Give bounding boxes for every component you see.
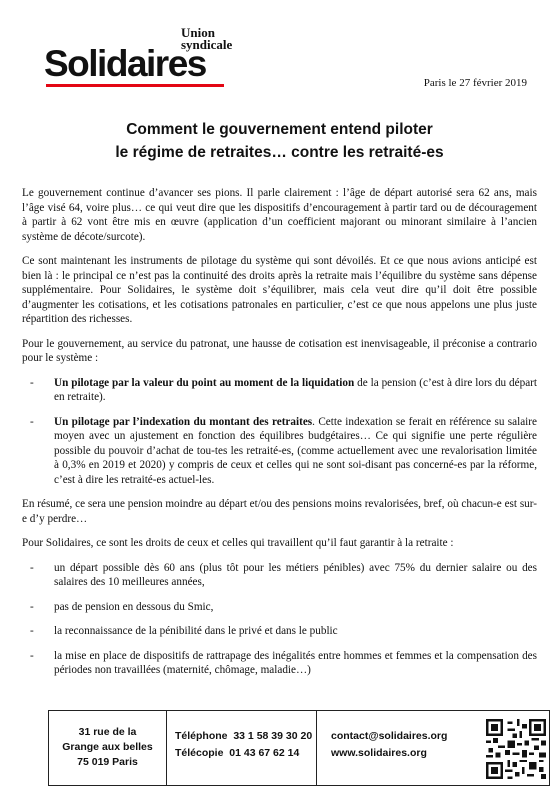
paragraph-3: Pour le gouvernement, au service du patronat, une hausse de cotisation est inenvisageable, il préconise a contrario pour le système : [22, 337, 537, 364]
logo-syndicale: syndicale [181, 37, 233, 52]
document-body [22, 186, 537, 688]
list-item-text: de la pension (c’est à dire lors du départ en retraite). [54, 376, 537, 403]
list-item [22, 649, 537, 678]
document-title [0, 118, 559, 164]
pilotage-list [22, 376, 537, 488]
list-item-text: la mise en place de dispositifs de rattrapage des inégalités entre hommes et femmes et la compensation des périodes non travaillées (maternité, chômage, maladie…) [54, 649, 537, 676]
footer-phone-fax [167, 711, 317, 785]
document-date: Paris le 27 février 2019 [423, 77, 527, 89]
title-line-1: Comment le gouvernement entend piloter [126, 121, 433, 138]
list-dash: - [30, 415, 34, 428]
list-dash: - [30, 600, 34, 613]
list-item-text: pas de pension en dessous du Smic, [54, 600, 214, 613]
address-line: Grange aux belles [62, 741, 153, 753]
list-item [22, 624, 537, 639]
list-item-text: la reconnaissance de la pénibilité dans le privé et dans le public [54, 625, 338, 637]
list-item [22, 600, 537, 615]
list-dash: - [30, 561, 34, 574]
list-dash: - [30, 376, 34, 389]
list-item-bold: Un pilotage par la valeur du point au moment de la liquidation [54, 376, 355, 389]
logo-red-bar [46, 84, 224, 87]
logo-solidaires: Solidaires [44, 43, 206, 84]
footer-online [317, 711, 465, 785]
footer-website[interactable]: www.solidaires.org [331, 747, 427, 759]
contact-footer [48, 710, 550, 786]
list-dash: - [30, 649, 34, 662]
footer-qr [465, 711, 549, 785]
paragraph-1: Le gouvernement continue d’avancer ses pions. Il parle clairement : l’âge de départ autorisé sera 62 ans, mais l’âge visé 64, voire plus… ce qui veut dire que les dispositifs d’encouragement à partir tard ou de découragement à partir à 62 vont être mis en œuvre (application d’un coefficient majorant ou minorant similaire à l’ancien système de décote/surcote). [22, 187, 537, 243]
solidaires-logo [44, 22, 244, 82]
logo-union: Union [181, 25, 215, 40]
qr-code-icon [486, 719, 546, 779]
title-line-2: le régime de retraites… contre les retraité-es [115, 144, 444, 161]
list-item-bold: Un pilotage par l’indexation du montant des retraites [54, 415, 313, 428]
address-line: 31 rue de la [78, 726, 137, 738]
list-item [22, 415, 537, 488]
paragraph-5: Pour Solidaires, ce sont les droits de ceux et celles qui travaillent qu’il faut garantir à la retraite : [22, 537, 454, 549]
footer-address [49, 711, 167, 785]
paragraph-2: Ce sont maintenant les instruments de pilotage du système qui sont dévoilés. Et ce que nous avions anticipé est bien là : le principal ce n’est pas la continuité des droits après la retraite mais l’équilibre du système sans dépense supplémentaire. Pour Solidaires, le système doit s’équilibrer, mais cela veut dire qu’il doit être possible d’augmenter les cotisations, et les cotisations patronales en particulier, c’est ce que nous appelons une plus juste répartition des richesses. [22, 255, 537, 325]
list-dash: - [30, 625, 34, 637]
list-item-text: un départ possible dès 60 ans (plus tôt pour les métiers pénibles) avec 75% du dernier salaire ou des salaires des 10 meilleures années, [54, 561, 537, 588]
demands-list [22, 561, 537, 678]
paragraph-4: En résumé, ce sera une pension moindre au départ et/ou des pensions moins revalorisées, bref, où chacun-e est sur-e d’y perdre… [22, 498, 537, 525]
footer-fax: Télécopie 01 43 67 62 14 [175, 747, 300, 759]
footer-phone: Téléphone 33 1 58 39 30 20 [175, 730, 313, 742]
footer-email[interactable]: contact@solidaires.org [331, 730, 448, 742]
list-item [22, 376, 537, 405]
list-item-text: . Cette indexation se ferait en référence su salaire moyen avec un ajustement en fonction des équilibres budgétaires… Ce qui signifie une perte régulière possible du pouvoir d’achat de tou-tes les retraité-es, (comme actuellement avec une revalorisation limitée à 0,3% en 2019 et 2020) y compris de ceux et celles qui ne sont soi-disant pas concerné-es par la réforme, c’est à dire les retraité-es actuel-les. [54, 415, 537, 486]
list-item [22, 561, 537, 590]
address-line: 75 019 Paris [77, 756, 138, 768]
